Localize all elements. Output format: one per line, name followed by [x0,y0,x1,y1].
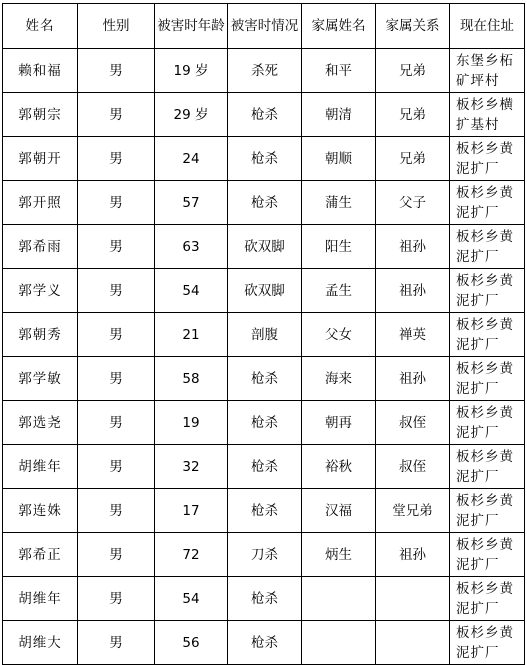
cell-relation: 祖孙 [376,357,450,401]
cell-name: 胡维年 [3,445,78,489]
cell-gender: 男 [78,225,155,269]
cell-family-name: 炳生 [302,533,376,577]
cell-gender: 男 [78,49,155,93]
cell-relation: 兄弟 [376,137,450,181]
table-row [3,489,525,533]
cell-family-name: 和平 [302,49,376,93]
header-cell-name: 姓名 [3,4,78,49]
cell-age: 58 [155,357,228,401]
table-row [3,225,525,269]
cell-address: 板杉乡黄泥扩厂 [450,577,525,621]
cell-relation: 禅英 [376,313,450,357]
cell-age: 24 [155,137,228,181]
cell-gender: 男 [78,181,155,225]
cell-name: 郭希雨 [3,225,78,269]
table-row [3,621,525,665]
cell-address: 板杉乡黄泥扩厂 [450,401,525,445]
table-row [3,445,525,489]
cell-relation: 祖孙 [376,225,450,269]
header-cell-age: 被害时年龄 [155,4,228,49]
cell-address: 板杉乡黄泥扩厂 [450,357,525,401]
cell-family-name: 朝清 [302,93,376,137]
cell-gender: 男 [78,577,155,621]
cell-situation: 枪杀 [228,445,302,489]
cell-family-name: 父女 [302,313,376,357]
cell-name: 郭学敏 [3,357,78,401]
cell-relation: 叔侄 [376,401,450,445]
cell-relation: 祖孙 [376,533,450,577]
cell-name: 胡维年 [3,577,78,621]
cell-family-name: 蒲生 [302,181,376,225]
cell-age: 29 岁 [155,93,228,137]
cell-gender: 男 [78,137,155,181]
cell-gender: 男 [78,401,155,445]
cell-relation: 兄弟 [376,49,450,93]
cell-family-name: 孟生 [302,269,376,313]
cell-relation: 祖孙 [376,269,450,313]
cell-situation: 剖腹 [228,313,302,357]
cell-name: 郭朝宗 [3,93,78,137]
table-row [3,93,525,137]
cell-gender: 男 [78,445,155,489]
header-cell-address: 现在住址 [450,4,525,49]
cell-relation: 叔侄 [376,445,450,489]
cell-age: 54 [155,269,228,313]
cell-address: 板杉乡黄泥扩厂 [450,225,525,269]
cell-situation: 枪杀 [228,93,302,137]
cell-address: 板杉乡黄泥扩厂 [450,489,525,533]
table-row [3,533,525,577]
cell-address: 板杉乡横扩基村 [450,93,525,137]
cell-gender: 男 [78,93,155,137]
cell-age: 19 [155,401,228,445]
table-header-row [3,4,525,49]
cell-situation: 枪杀 [228,621,302,665]
cell-relation: 堂兄弟 [376,489,450,533]
cell-situation: 枪杀 [228,401,302,445]
cell-age: 54 [155,577,228,621]
cell-relation [376,621,450,665]
cell-name: 郭连姝 [3,489,78,533]
cell-family-name: 朝再 [302,401,376,445]
cell-address: 板杉乡黄泥扩厂 [450,313,525,357]
table-row [3,49,525,93]
cell-situation: 枪杀 [228,137,302,181]
cell-gender: 男 [78,357,155,401]
cell-situation: 枪杀 [228,489,302,533]
cell-age: 63 [155,225,228,269]
cell-relation: 父子 [376,181,450,225]
cell-age: 19 岁 [155,49,228,93]
cell-situation: 砍双脚 [228,225,302,269]
cell-address: 板杉乡黄泥扩厂 [450,445,525,489]
table-row [3,137,525,181]
cell-name: 郭希正 [3,533,78,577]
cell-family-name [302,577,376,621]
header-cell-gender: 性别 [78,4,155,49]
cell-situation: 杀死 [228,49,302,93]
cell-gender: 男 [78,533,155,577]
cell-age: 21 [155,313,228,357]
cell-situation: 枪杀 [228,357,302,401]
cell-age: 32 [155,445,228,489]
cell-address: 板杉乡黄泥扩厂 [450,181,525,225]
cell-age: 72 [155,533,228,577]
cell-family-name [302,621,376,665]
victims-table [2,3,525,665]
cell-name: 郭朝开 [3,137,78,181]
cell-gender: 男 [78,621,155,665]
cell-age: 56 [155,621,228,665]
cell-relation [376,577,450,621]
cell-family-name: 阳生 [302,225,376,269]
cell-name: 胡维大 [3,621,78,665]
cell-family-name: 裕秋 [302,445,376,489]
cell-address: 板杉乡黄泥扩厂 [450,137,525,181]
header-cell-family-name: 家属姓名 [302,4,376,49]
table-row [3,269,525,313]
table-row [3,401,525,445]
header-cell-situation: 被害时情况 [228,4,302,49]
cell-age: 17 [155,489,228,533]
cell-relation: 兄弟 [376,93,450,137]
cell-name: 郭选尧 [3,401,78,445]
cell-name: 郭开照 [3,181,78,225]
cell-family-name: 朝顺 [302,137,376,181]
cell-gender: 男 [78,489,155,533]
cell-situation: 砍双脚 [228,269,302,313]
cell-gender: 男 [78,313,155,357]
cell-situation: 刀杀 [228,533,302,577]
cell-name: 郭朝秀 [3,313,78,357]
cell-situation: 枪杀 [228,181,302,225]
table-row [3,313,525,357]
cell-name: 郭学义 [3,269,78,313]
cell-age: 57 [155,181,228,225]
cell-family-name: 海来 [302,357,376,401]
table-row [3,357,525,401]
header-cell-relation: 家属关系 [376,4,450,49]
cell-address: 板杉乡黄泥扩厂 [450,621,525,665]
cell-address: 板杉乡黄泥扩厂 [450,269,525,313]
cell-address: 板杉乡黄泥扩厂 [450,533,525,577]
table-row [3,577,525,621]
cell-address: 东堡乡柘矿坪村 [450,49,525,93]
cell-gender: 男 [78,269,155,313]
cell-family-name: 汉福 [302,489,376,533]
cell-name: 赖和福 [3,49,78,93]
table-row [3,181,525,225]
cell-situation: 枪杀 [228,577,302,621]
